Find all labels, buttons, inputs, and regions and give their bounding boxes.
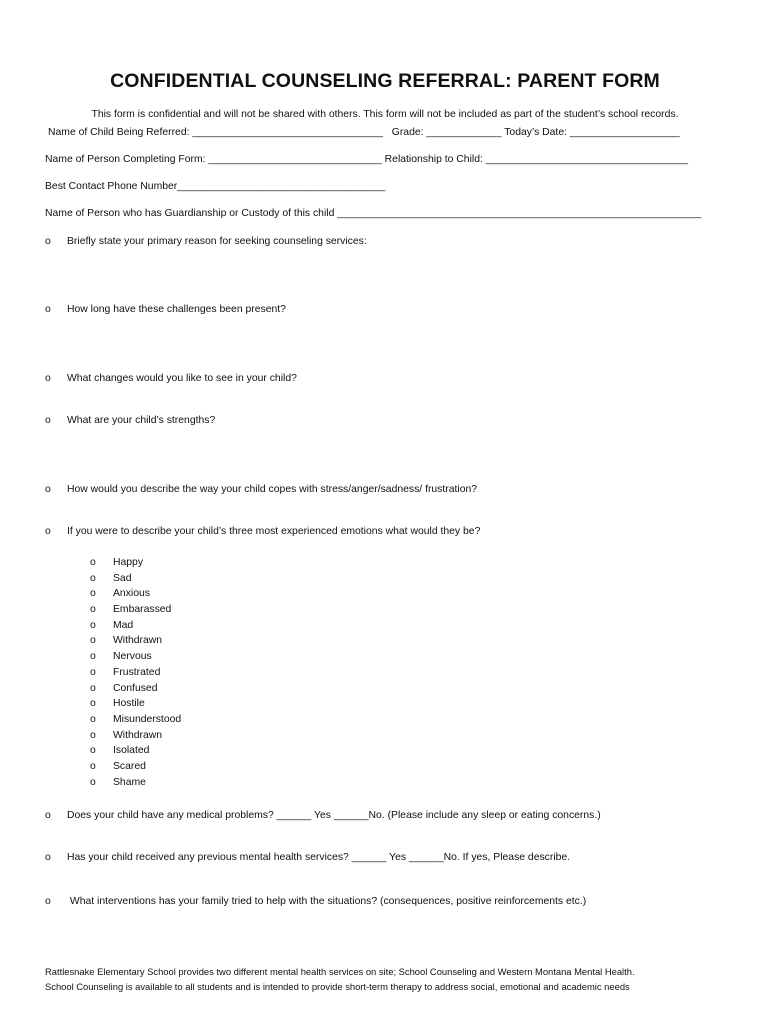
bullet-icon: o — [45, 852, 51, 863]
emotions-list — [90, 557, 181, 792]
emotion-label: Embarassed — [113, 604, 172, 616]
emotion-option[interactable] — [90, 604, 181, 620]
emotion-option[interactable] — [90, 667, 181, 683]
bullet-icon: o — [45, 236, 51, 247]
guardianship-field[interactable]: Name of Person who has Guardianship or Custody of this child _______________________________________________________________ — [45, 208, 702, 219]
emotion-label: Frustrated — [113, 666, 161, 678]
question-item — [45, 373, 297, 384]
question-item — [45, 896, 586, 907]
bullet-icon: o — [90, 776, 96, 788]
question-item — [45, 852, 570, 863]
bullet-icon: o — [90, 729, 96, 741]
bullet-icon: o — [90, 572, 96, 584]
question-item — [45, 810, 601, 821]
emotion-option[interactable] — [90, 730, 181, 746]
emotion-label: Anxious — [113, 588, 150, 600]
bullet-icon: o — [90, 635, 96, 647]
emotion-option[interactable] — [90, 698, 181, 714]
question-text: What are your child’s strengths? — [67, 415, 216, 426]
emotion-label: Scared — [113, 760, 146, 772]
question-item — [45, 304, 286, 315]
child-name-grade-date-field[interactable]: Name of Child Being Referred: _________________________________ Grade: _____________ Today’s Date: ___________________ — [48, 127, 680, 138]
question-text: How long have these challenges been present? — [67, 304, 286, 315]
bullet-icon: o — [90, 604, 96, 616]
emotion-label: Sad — [113, 572, 132, 584]
bullet-icon: o — [90, 651, 96, 663]
emotion-option[interactable] — [90, 557, 181, 573]
question-text: Has your child received any previous mental health services? ______ Yes ______No. If yes, Please describe. — [67, 852, 571, 863]
question-item — [45, 236, 367, 247]
bullet-icon: o — [45, 526, 51, 537]
question-text: What interventions has your family tried to help with the situations? (consequences, positive reinforcements etc.) — [67, 896, 587, 907]
bullet-icon: o — [45, 484, 51, 495]
bullet-icon: o — [90, 682, 96, 694]
footer-line: Rattlesnake Elementary School provides two different mental health services on site; School Counseling and Western Montana Mental Health. — [45, 966, 635, 977]
emotion-label: Nervous — [113, 651, 152, 663]
person-completing-field[interactable]: Name of Person Completing Form: ______________________________ Relationship to Child: ___________________________________ — [45, 154, 689, 165]
emotion-label: Isolated — [113, 745, 150, 757]
emotion-label: Shame — [113, 776, 146, 788]
emotion-label: Withdrawn — [113, 729, 163, 741]
bullet-icon: o — [45, 304, 51, 315]
question-text: How would you describe the way your child copes with stress/anger/sadness/ frustration? — [67, 484, 478, 495]
bullet-icon: o — [45, 810, 51, 821]
bullet-icon: o — [45, 373, 51, 384]
emotion-option[interactable] — [90, 588, 181, 604]
bullet-icon: o — [90, 666, 96, 678]
form-title: CONFIDENTIAL COUNSELING REFERRAL: PARENT FORM — [110, 70, 660, 92]
emotion-option[interactable] — [90, 620, 181, 636]
emotion-option[interactable] — [90, 777, 181, 793]
question-item — [45, 484, 477, 495]
emotion-option[interactable] — [90, 651, 181, 667]
bullet-icon: o — [90, 619, 96, 631]
emotion-option[interactable] — [90, 573, 181, 589]
emotion-label: Hostile — [113, 698, 145, 710]
bullet-icon: o — [90, 760, 96, 772]
footer-line: School Counseling is available to all students and is intended to provide short-term therapy to address social, emotional and academic needs — [45, 981, 630, 992]
question-text: What changes would you like to see in your child? — [67, 373, 297, 384]
question-text: Briefly state your primary reason for seeking counseling services: — [67, 236, 367, 247]
confidentiality-note: This form is confidential and will not be shared with others. This form will not be included as part of the student’s school records. — [91, 109, 679, 120]
emotion-option[interactable] — [90, 714, 181, 730]
bullet-icon: o — [90, 698, 96, 710]
emotion-option[interactable] — [90, 683, 181, 699]
emotion-label: Misunderstood — [113, 713, 182, 725]
question-item — [45, 526, 480, 537]
footer-note — [45, 964, 735, 994]
emotion-label: Confused — [113, 682, 158, 694]
emotion-label: Happy — [113, 557, 144, 568]
question-text: If you were to describe your child’s three most experienced emotions what would they be? — [67, 526, 481, 537]
question-item — [45, 415, 215, 426]
bullet-icon: o — [90, 588, 96, 600]
emotion-option[interactable] — [90, 635, 181, 651]
bullet-icon: o — [45, 415, 51, 426]
bullet-icon: o — [90, 713, 96, 725]
bullet-icon: o — [45, 896, 51, 907]
emotion-label: Mad — [113, 619, 134, 631]
question-text: Does your child have any medical problems? ______ Yes ______No. (Please include any sleep or eating concerns.) — [67, 810, 601, 821]
emotion-option[interactable] — [90, 761, 181, 777]
emotion-label: Withdrawn — [113, 635, 163, 647]
phone-field[interactable]: Best Contact Phone Number____________________________________ — [45, 181, 386, 192]
emotion-option[interactable] — [90, 745, 181, 761]
bullet-icon: o — [90, 745, 96, 757]
bullet-icon: o — [90, 557, 96, 568]
